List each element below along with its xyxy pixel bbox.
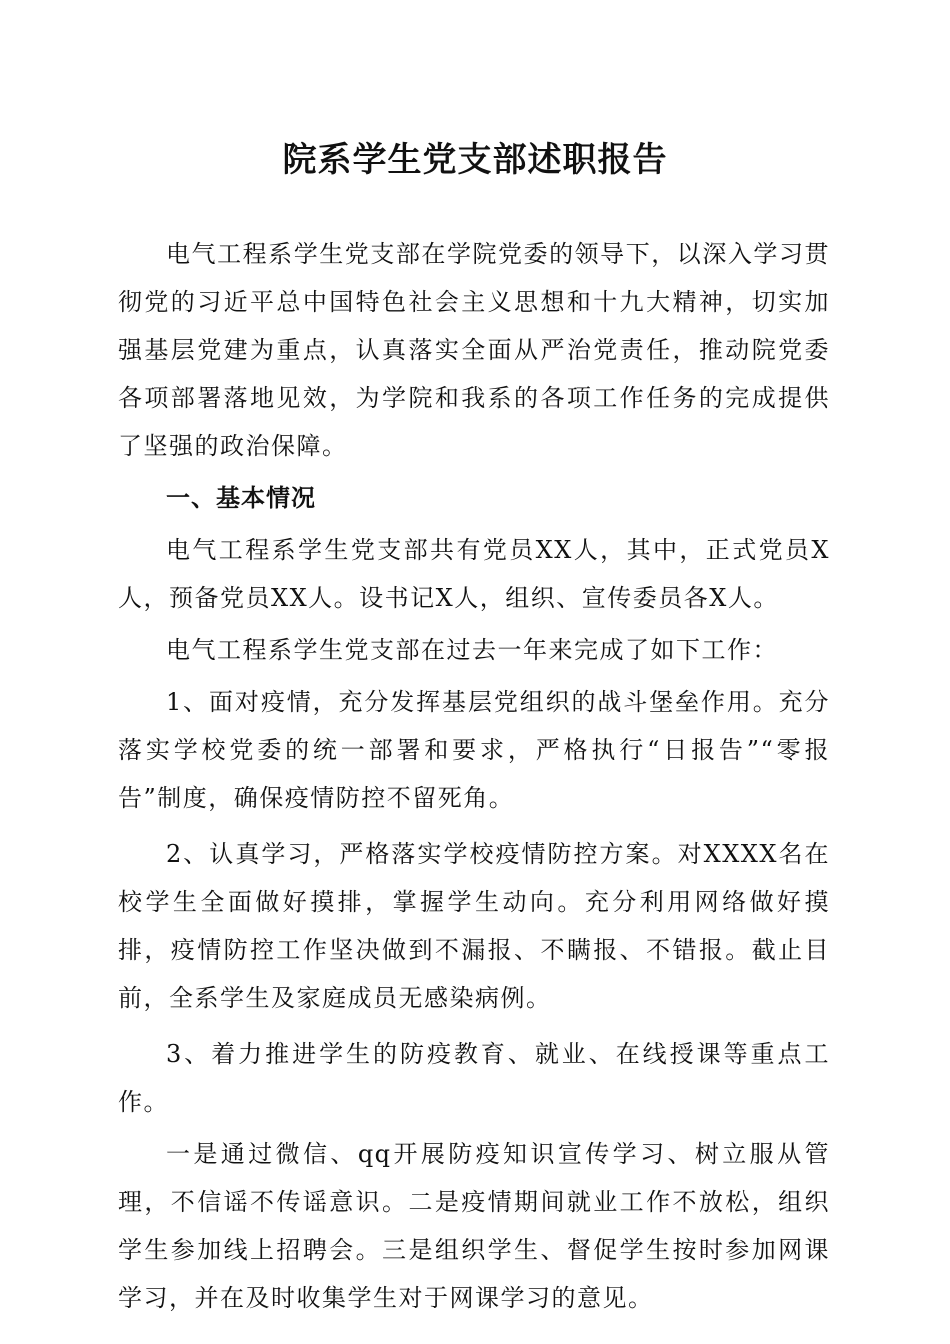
work-item-2: 2、认真学习，严格落实学校疫情防控方案。对XXXX名在校学生全面做好摸排，掌握学生动向。充分利用网络做好摸排，疫情防控工作坚决做到不漏报、不瞒报、不错报。截止目前，全系学生及家庭成员无感染病例。 xyxy=(118,840,830,1012)
work-item-1: 1、面对疫情，充分发挥基层党组织的战斗堡垒作用。充分落实学校党委的统一部署和要求，严格执行“日报告”“零报告”制度，确保疫情防控不留死角。 xyxy=(118,688,830,812)
page-title: 院系学生党支部述职报告 xyxy=(282,140,668,180)
work-item-3: 3、着力推进学生的防疫教育、就业、在线授课等重点工作。 xyxy=(118,1040,830,1116)
members-paragraph: 电气工程系学生党支部共有党员XX人，其中，正式党员X人，预备党员XX人。设书记X人，组织、宣传委员各X人。 xyxy=(118,536,830,612)
document-body xyxy=(118,230,830,1322)
section-heading-basic: 一、基本情况 xyxy=(166,484,316,512)
work-intro-paragraph: 电气工程系学生党支部在过去一年来完成了如下工作： xyxy=(166,636,778,664)
intro-paragraph: 电气工程系学生党支部在学院党委的领导下，以深入学习贯彻党的习近平总中国特色社会主义思想和十九大精神，切实加强基层党建为重点，认真落实全面从严治党责任，推动院党委各项部署落地见效，为学院和我系的各项工作任务的完成提供了坚强的政治保障。 xyxy=(118,240,830,460)
work-item-3-detail: 一是通过微信、qq开展防疫知识宣传学习、树立服从管理，不信谣不传谣意识。二是疫情期间就业工作不放松，组织学生参加线上招聘会。三是组织学生、督促学生按时参加网课学习，并在及时收集学生对于网课学习的意见。 xyxy=(118,1140,830,1312)
